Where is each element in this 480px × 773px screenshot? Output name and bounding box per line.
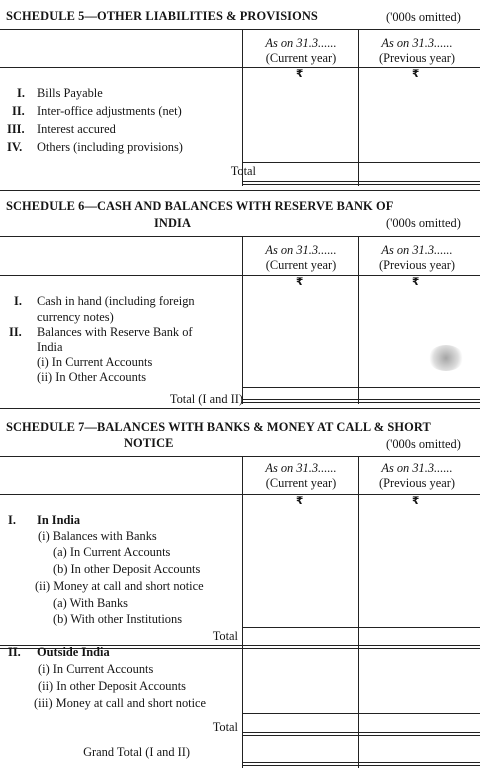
schedule5-previous-as-on: As on 31.3...... xyxy=(381,36,453,50)
schedule6-row-num: I. xyxy=(14,294,22,308)
schedule6-top-rule xyxy=(0,236,480,237)
schedule6-units: ('000s omitted) xyxy=(386,216,461,230)
schedule5-bottom-rule xyxy=(0,190,480,191)
schedule5-previous-year-header xyxy=(359,36,475,65)
schedule7-current-year-label: (Current year) xyxy=(265,475,337,490)
schedule7-current-year-header xyxy=(243,461,359,490)
schedule6-total-label: Total (I and II) xyxy=(169,392,243,406)
schedule7-part2-row: (i) In Current Accounts xyxy=(38,662,154,676)
schedule5-row-label: Inter-office adjustments (net) xyxy=(37,104,182,118)
schedule5-current-year-label: (Current year) xyxy=(265,50,337,65)
schedule7-part2-title: Outside India xyxy=(37,645,110,659)
schedule7-previous-year-label: (Previous year) xyxy=(378,475,456,490)
schedule7-part1-row: (ii) Money at call and short notice xyxy=(35,579,204,593)
schedule6-previous-as-on: As on 31.3...... xyxy=(381,243,453,257)
schedule7-previous-year-header xyxy=(359,461,475,490)
schedule5-row-label: Interest accured xyxy=(37,122,116,136)
schedule7-part1-row: (a) In Current Accounts xyxy=(53,545,171,559)
schedule5-row-label: Others (including provisions) xyxy=(37,140,183,154)
schedule6-previous-year-label: (Previous year) xyxy=(378,257,456,272)
schedule5-row-num: I. xyxy=(17,86,25,100)
schedule7-top-rule xyxy=(0,456,480,457)
schedule7-part2-row: (iii) Money at call and short notice xyxy=(34,696,207,710)
schedule5-total-label: Total xyxy=(230,164,256,178)
schedule6-row-num: II. xyxy=(9,325,22,339)
schedule6-current-year-header xyxy=(243,243,359,272)
schedule7-grand-total-label: Grand Total (I and II) xyxy=(83,745,190,759)
schedule7-part2-total-rule xyxy=(242,713,480,714)
rupee-icon: ₹ xyxy=(296,68,304,80)
schedule5-total-double-rule xyxy=(242,181,480,185)
schedule7-part2-num: II. xyxy=(8,645,21,659)
schedule7-title-line1: SCHEDULE 7—BALANCES WITH BANKS & MONEY AT CALL & SHORT xyxy=(6,420,431,434)
schedule7-part1-total-label: Total xyxy=(212,629,238,643)
schedule7-title-line2: NOTICE xyxy=(124,436,174,450)
schedule6-row-label: (i) In Current Accounts xyxy=(37,355,153,369)
schedule6-previous-year-header xyxy=(359,243,475,272)
schedule6-total-double-rule xyxy=(242,399,480,403)
ink-smudge xyxy=(428,345,464,371)
schedule7-part1-row: (i) Balances with Banks xyxy=(38,529,157,543)
schedule7-col-divider-1 xyxy=(242,456,243,768)
schedule6-row-label: currency notes) xyxy=(37,310,114,324)
schedule6-header-rule xyxy=(0,275,480,276)
schedule5-row-num: III. xyxy=(7,122,25,136)
schedule7-part1-title: In India xyxy=(37,513,81,527)
schedule6-row-label: Balances with Reserve Bank of xyxy=(37,325,193,339)
rupee-icon: ₹ xyxy=(296,495,304,507)
schedule7-part1-num: I. xyxy=(8,513,16,527)
schedule6-row-label: India xyxy=(37,340,63,354)
schedule6-bottom-rule xyxy=(0,408,480,409)
schedule7-previous-as-on: As on 31.3...... xyxy=(381,461,453,475)
rupee-icon: ₹ xyxy=(296,276,304,288)
schedule7-part2-total-label: Total xyxy=(212,720,238,734)
schedule5-current-as-on: As on 31.3...... xyxy=(265,36,337,50)
schedule7-header-rule xyxy=(0,494,480,495)
schedule5-title: SCHEDULE 5—OTHER LIABILITIES & PROVISIONS xyxy=(6,9,318,23)
schedule7-current-as-on: As on 31.3...... xyxy=(265,461,337,475)
rupee-icon: ₹ xyxy=(412,495,420,507)
schedule6-row-label: (ii) In Other Accounts xyxy=(37,370,147,384)
schedule6-row-label: Cash in hand (including foreign xyxy=(37,294,195,308)
schedule6-current-as-on: As on 31.3...... xyxy=(265,243,337,257)
schedule5-row-num: IV. xyxy=(7,140,23,154)
schedule7-part1-total-rule xyxy=(242,627,480,628)
schedule7-part1-row: (b) In other Deposit Accounts xyxy=(53,562,201,576)
schedule7-units: ('000s omitted) xyxy=(386,437,461,451)
schedule7-col-divider-2 xyxy=(358,456,359,768)
schedule7-part2-row: (ii) In other Deposit Accounts xyxy=(38,679,186,693)
schedule5-row-num: II. xyxy=(12,104,25,118)
schedule5-previous-year-label: (Previous year) xyxy=(378,50,456,65)
rupee-icon: ₹ xyxy=(412,276,420,288)
schedule6-total-rule xyxy=(242,387,480,388)
schedule6-title-line1: SCHEDULE 6—CASH AND BALANCES WITH RESERVE BANK OF xyxy=(6,199,394,213)
schedule5-row-label: Bills Payable xyxy=(37,86,103,100)
schedule5-total-rule xyxy=(242,162,480,163)
schedule5-units: ('000s omitted) xyxy=(386,10,461,24)
schedule7-part2-double-rule xyxy=(242,732,480,736)
schedule7-grand-total-double-rule xyxy=(242,762,480,766)
schedule6-title-line2: INDIA xyxy=(154,216,191,230)
schedule5-header-rule xyxy=(0,67,480,68)
schedule5-top-rule xyxy=(0,29,480,30)
schedule6-current-year-label: (Current year) xyxy=(265,257,337,272)
schedule7-part1-row: (a) With Banks xyxy=(53,596,128,610)
schedule7-part1-row: (b) With other Institutions xyxy=(53,612,183,626)
schedule5-current-year-header xyxy=(243,36,359,65)
rupee-icon: ₹ xyxy=(412,68,420,80)
